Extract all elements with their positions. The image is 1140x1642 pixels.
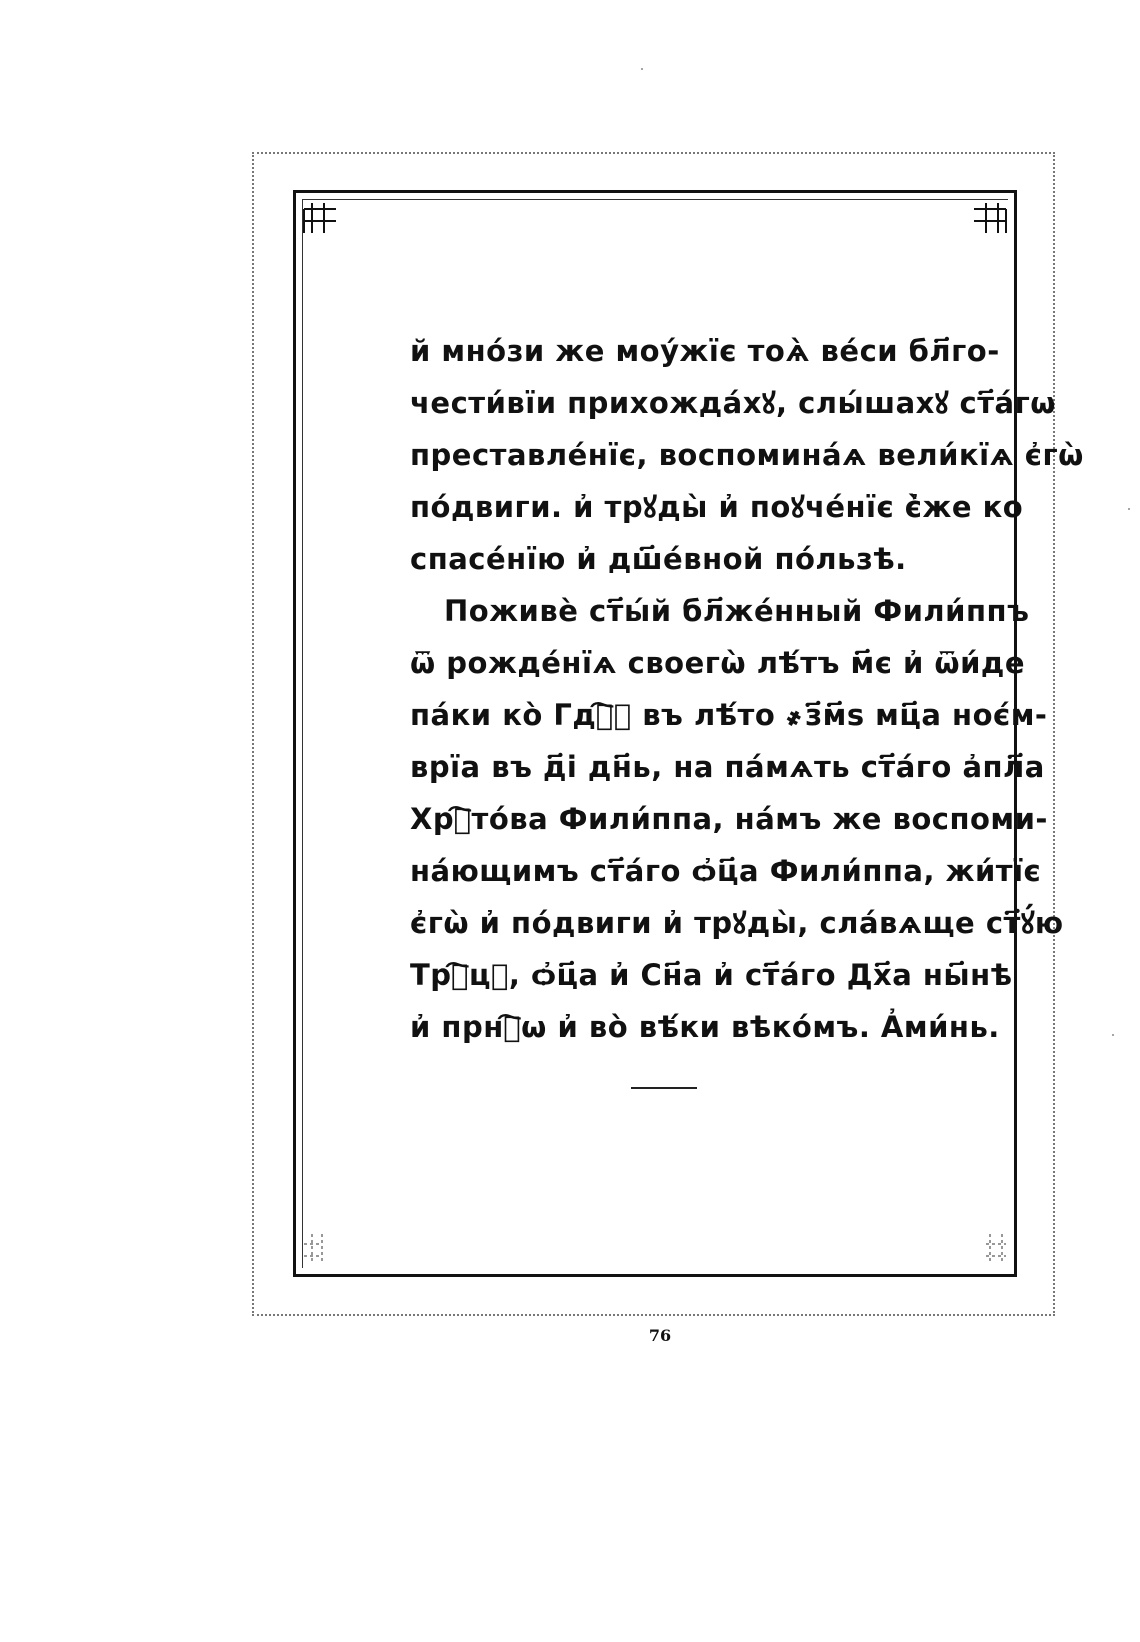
text-line: й мно́зи же моу́жїє тоѧ̀ ве́си бл҃го- xyxy=(410,334,1000,368)
text-line: по́двиги. и҆ трꙋды̀ и҆ поꙋче́нїє є҆̀же ко xyxy=(410,490,1024,524)
scan-speck xyxy=(641,68,643,70)
text-line: Трⷪ҇цꙋ, ѻ҆ц҃а и҆ Сн҃а и҆ ст҃а́го Дх҃а ны҃нѣ xyxy=(410,958,1013,992)
end-rule xyxy=(631,1087,697,1089)
corner-ornament-icon xyxy=(302,1232,338,1266)
text-line: преставле́нїє, воспомина́ѧ вели́кїѧ є҆гѡ̀ xyxy=(410,438,1084,472)
text-line: спасе́нїю и҆ дш҃е́вной по́льзѣ. xyxy=(410,542,907,576)
scan-speck xyxy=(1112,1034,1114,1036)
text-line: є҆гѡ̀ и҆ по́двиги и҆ трꙋды̀, сла́вѧще ст҃ꙋ́ю xyxy=(410,906,1064,940)
text-line: врїа въ д҃і дн҃ь, на па́мѧть ст҃а́го а҆пл҃а xyxy=(410,750,1045,784)
text-line: и҆ прнⷭ҇ѡ и҆ во̀ вѣ́ки вѣко́мъ. А҆ми́нь. xyxy=(410,1010,1000,1044)
corner-ornament-icon xyxy=(972,1232,1008,1266)
text-line: чести́вїи прихожда́хꙋ, слы́шахꙋ ст҃а́гѡ xyxy=(410,386,1056,420)
text-line: па́ки ко̀ Гдⷭ҇ꙋ въ лѣ́то ҂з҃м҃ѕ мц҃а ноє́м- xyxy=(410,698,1048,732)
corner-ornament-icon xyxy=(972,201,1008,235)
text-line: на́ющимъ ст҃а́го ѻ҆ц҃а Фили́ппа, жи́тїє xyxy=(410,854,1042,888)
body-text xyxy=(410,325,1084,1053)
text-line: ѿ рожде́нїѧ своегѡ̀ лѣ́тъ м҃є и҆ ѿи́де xyxy=(410,646,1026,680)
corner-ornament-icon xyxy=(302,201,338,235)
page-number: 76 xyxy=(648,1326,672,1345)
text-line: Поживѐ ст҃ы́й бл҃же́нный Фили́ппъ xyxy=(444,594,1030,628)
scan-speck xyxy=(1128,508,1130,510)
text-line: Хрⷭ҇то́ва Фили́ппа, на́мъ же воспоми- xyxy=(410,802,1048,836)
